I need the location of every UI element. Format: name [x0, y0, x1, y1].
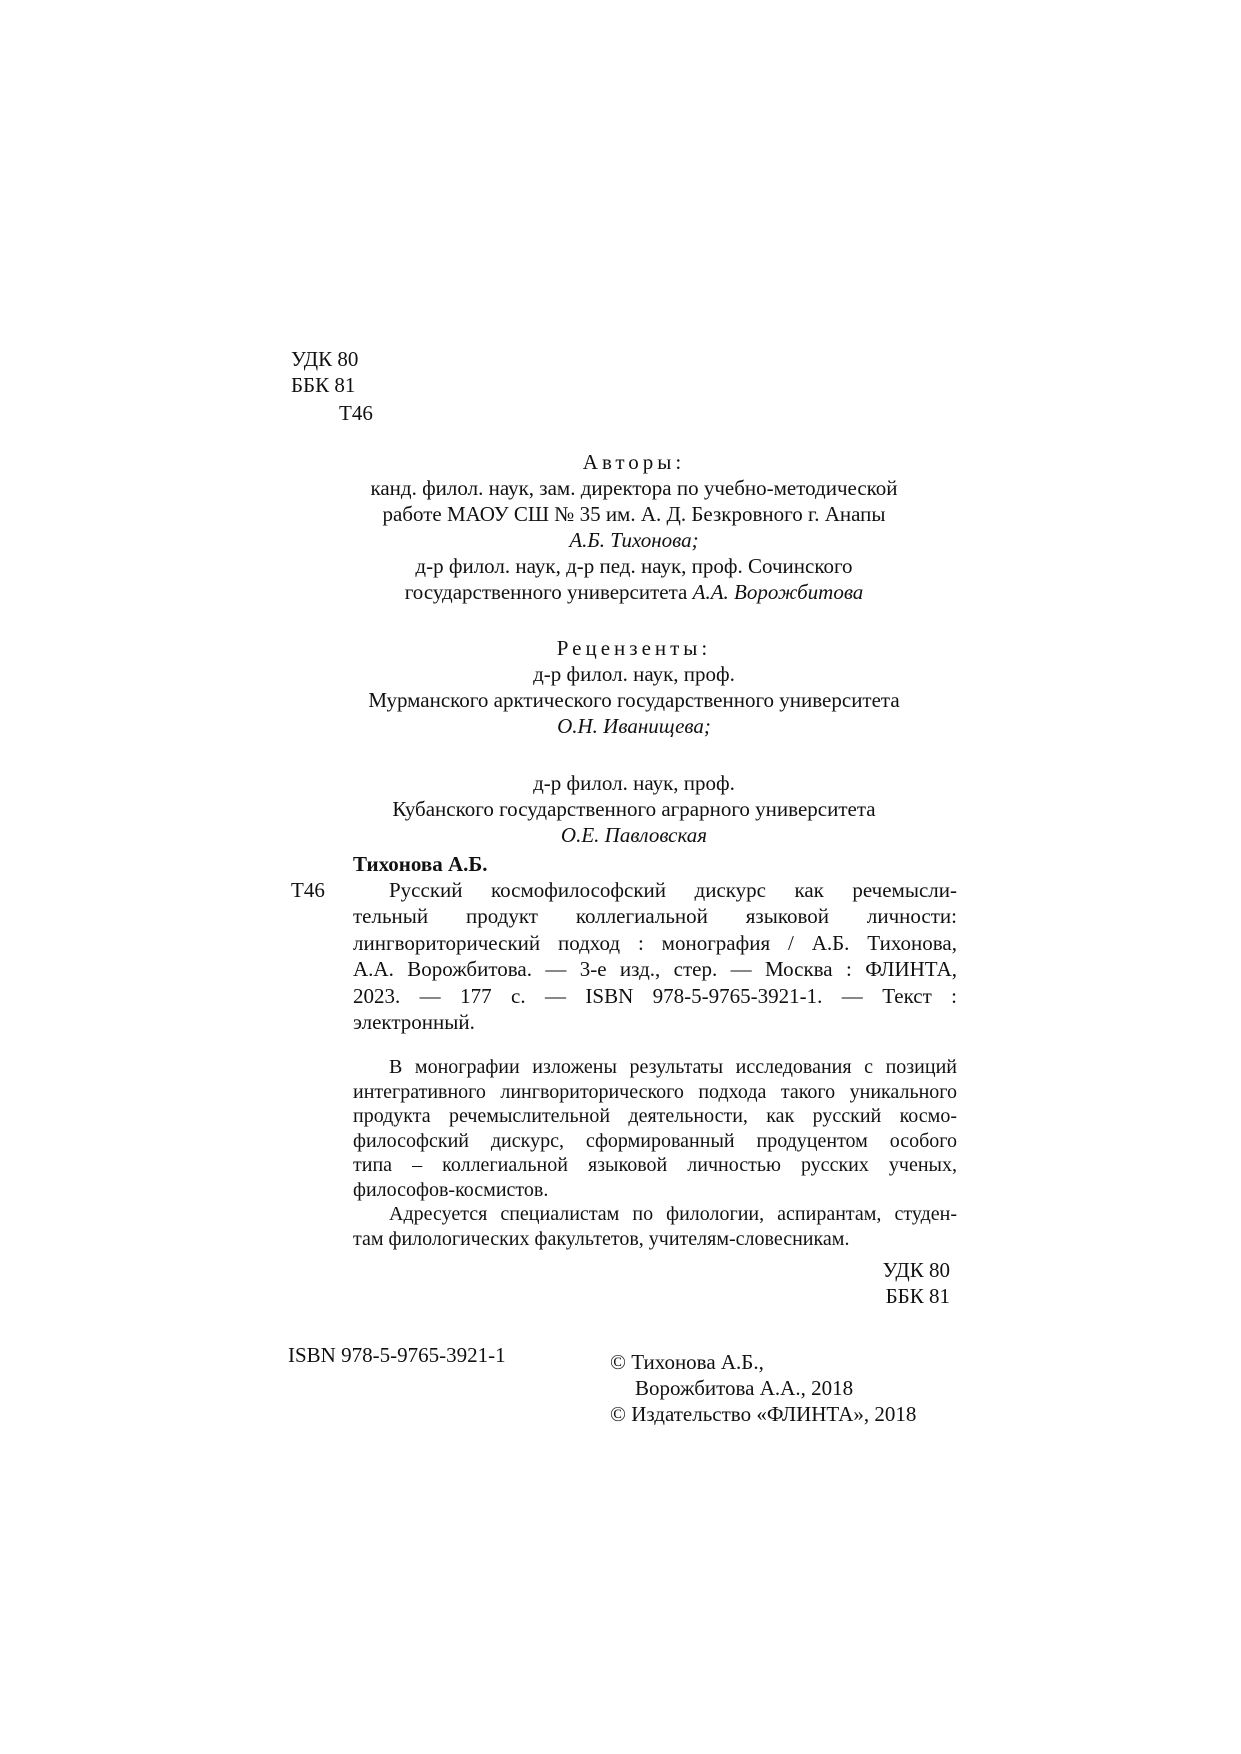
reviewer1-name: О.Н. Иванищева;: [557, 714, 711, 738]
abstract-line: интегративного лингвориторического подхода такого уникального: [353, 1080, 957, 1103]
copyright-line: © Тихонова А.Б.,: [610, 1350, 764, 1374]
abstract-line: философов-космистов.: [353, 1178, 549, 1201]
reviewer2-affiliation: Кубанского государственного аграрного университета: [392, 797, 876, 821]
audience-line: там филологических факультетов, учителям-словесникам.: [353, 1227, 850, 1250]
copyright-block: [610, 1349, 916, 1427]
abstract: [353, 1055, 957, 1251]
authors-heading: Авторы:: [582, 450, 686, 474]
bibliography-entry: [353, 877, 957, 1035]
audience-line: Адресуется специалистам по филологии, аспирантам, студен-: [389, 1203, 957, 1225]
author1-affiliation: канд. филол. наук, зам. директора по учебно-методической: [370, 476, 898, 500]
isbn: ISBN 978-5-9765-3921-1: [288, 1343, 506, 1367]
reviewers-block: [334, 635, 934, 848]
abstract-line: продукта речемыслительной деятельности, как русский космо-: [353, 1105, 957, 1127]
author2-name: А.А. Ворожбитова: [692, 580, 864, 604]
bibliography-line: тельный продукт коллегиальной языковой личности:: [353, 904, 957, 929]
abstract-line: В монографии изложены результаты исследования с позиций: [389, 1056, 957, 1078]
author1-name: А.Б. Тихонова;: [569, 528, 699, 552]
reviewer1-degree: д-р филол. наук, проф.: [533, 662, 735, 686]
author2-affiliation: государственного университета: [404, 580, 688, 604]
author-mark: Т46: [339, 401, 373, 425]
reviewer2-degree: д-р филол. наук, проф.: [533, 771, 735, 795]
udk-code: УДК 80: [291, 347, 359, 371]
bibliography-author: Тихонова А.Б.: [353, 852, 488, 876]
author2-affiliation: д-р филол. наук, д-р пед. наук, проф. Сочинского: [415, 554, 853, 578]
author1-affiliation: работе МАОУ СШ № 35 им. А. Д. Безкровного г. Анапы: [382, 502, 886, 526]
bibliography-line: 2023. — 177 с. — ISBN 978-5-9765-3921-1. — Текст :: [353, 983, 957, 1008]
bbk-code: ББК 81: [291, 373, 356, 397]
bibliography-line: электронный.: [353, 1009, 475, 1034]
authors-block: [334, 449, 934, 605]
bibliography-line: Русский космофилософский дискурс как речемысли-: [389, 878, 957, 902]
reviewer1-affiliation: Мурманского арктического государственного университета: [368, 688, 900, 712]
reviewers-heading: Рецензенты:: [556, 636, 712, 660]
copyright-line: © Издательство «ФЛИНТА», 2018: [610, 1402, 917, 1426]
copyright-line: Ворожбитова А.А., 2018: [635, 1376, 854, 1400]
bibliography-line: лингвориторический подход : монография / А.Б. Тихонова,: [353, 930, 957, 955]
abstract-line: типа – коллегиальной языковой личностью русских ученых,: [353, 1154, 957, 1176]
bibliography-mark: Т46: [291, 878, 325, 902]
bibliography-line: А.А. Ворожбитова. — 3-е изд., стер. — Москва : ФЛИНТА,: [353, 957, 957, 982]
udk-code-bottom: УДК 80: [882, 1258, 950, 1282]
reviewer2-name: О.Е. Павловская: [560, 823, 708, 847]
bbk-code-bottom: ББК 81: [885, 1284, 950, 1308]
abstract-line: философский дискурс, сформированный продуцентом особого: [353, 1129, 957, 1152]
